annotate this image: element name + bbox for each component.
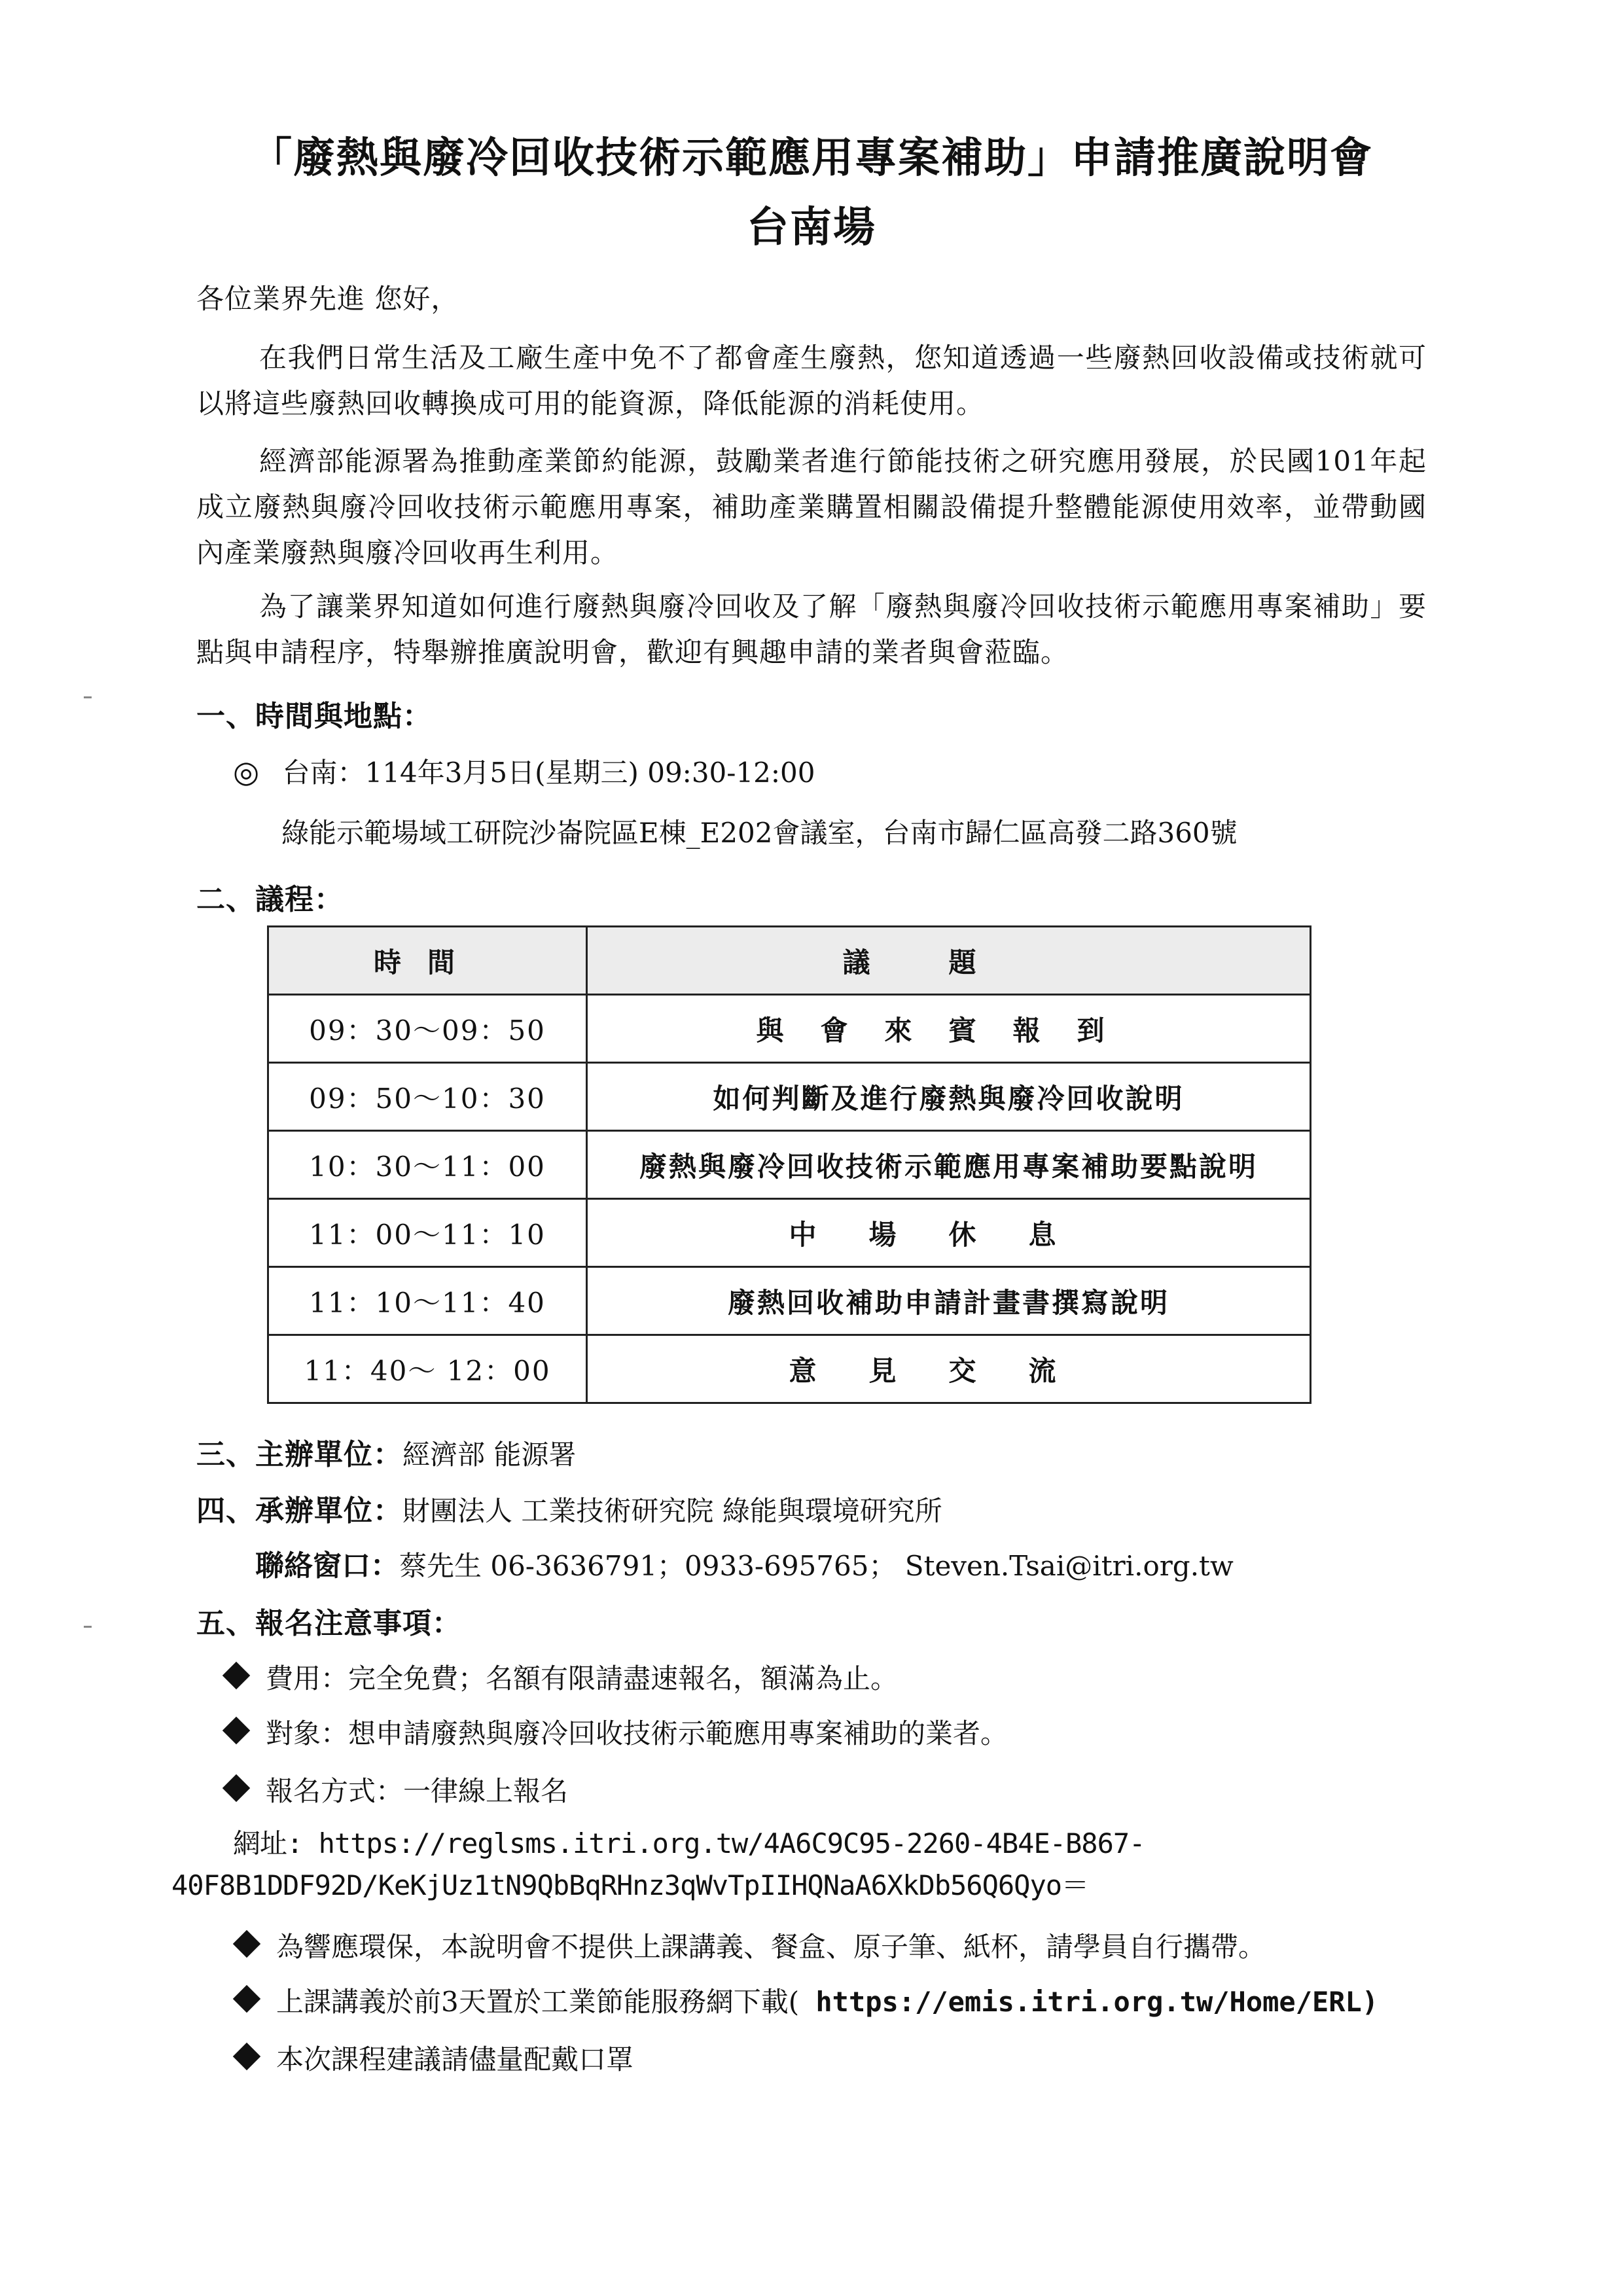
diamond-bullet-icon (223, 1774, 250, 1802)
table-row (268, 1131, 1311, 1199)
event-datetime-text: 台南：114年3月5日(星期三) 09:30-12:00 (282, 757, 815, 789)
agenda-header-time: 時間 (268, 927, 587, 995)
list-item-text: 對象：想申請廢熱與廢冷回收技術示範應用專案補助的業者。 (266, 1717, 1008, 1749)
agenda-topic: 廢熱與廢冷回收技術示範應用專案補助要點說明 (587, 1131, 1311, 1199)
organizer (196, 1431, 576, 1473)
executing-unit-label: 四、承辦單位： (196, 1494, 402, 1528)
list-item-text: 費用：完全免費；名額有限請盡速報名，額滿為止。 (266, 1662, 899, 1695)
table-row (268, 1267, 1311, 1335)
page-title: 「廢熱與廢冷回收技術示範應用專案補助」申請推廣說明會 (250, 134, 1373, 183)
agenda-time: 09：30～09：50 (268, 995, 587, 1063)
agenda-topic: 與會來賓報到 (587, 995, 1311, 1063)
scan-mark (84, 696, 92, 698)
diamond-bullet-icon (223, 1717, 250, 1744)
organizer-value: 經濟部 能源署 (402, 1439, 577, 1471)
agenda-topic: 如何判斷及進行廢熱與廢冷回收說明 (587, 1063, 1311, 1131)
agenda-time: 11：10～11：40 (268, 1267, 587, 1335)
agenda-topic: 中場休息 (587, 1199, 1311, 1267)
diamond-bullet-icon (233, 1985, 260, 2013)
list-item-text: 本次課程建議請儘量配戴口罩 (276, 2043, 634, 2075)
diamond-bullet-icon (223, 1662, 250, 1689)
contact-value: 蔡先生 06-3636791；0933-695765； Steven.Tsai@itri.org.tw (399, 1550, 1234, 1582)
event-venue: 綠能示範場域工研院沙崙院區E棟_E202會議室，台南市歸仁區高發二路360號 (281, 817, 1238, 849)
download-note-text: 上課講義於前3天置於工業節能服務網下載( (276, 1986, 800, 2018)
event-datetime (233, 751, 815, 791)
agenda-header-topic: 議題 (587, 927, 1311, 995)
agenda-topic: 意見交流 (587, 1335, 1311, 1403)
greeting: 各位業界先進 您好， (196, 283, 459, 315)
scan-mark (84, 1626, 92, 1628)
agenda-time: 10：30～11：00 (268, 1131, 587, 1199)
agenda-time: 09：50～10：30 (268, 1063, 587, 1131)
agenda-topic: 廢熱回收補助申請計畫書撰寫說明 (587, 1267, 1311, 1335)
diamond-bullet-icon (233, 1930, 260, 1958)
organizer-label: 三、主辦單位： (196, 1438, 402, 1471)
list-item (233, 1926, 1266, 1965)
diamond-bullet-icon (233, 2043, 260, 2070)
section-registration-heading: 五、報名注意事項： (196, 1607, 461, 1640)
table-row (268, 1199, 1311, 1267)
intro-paragraph-1: 在我們日常生活及工廠生產中免不了都會產生廢熱，您知道透過一些廢熱回收設備或技術就可以將這些廢熱回收轉換成可用的能資源，降低能源的消耗使用。 (196, 342, 1427, 420)
table-row (268, 1335, 1311, 1403)
list-item (233, 1981, 1378, 2020)
registration-url-line-2[interactable]: 40F8B1DDF92D/KeKjUz1tN9QbBqRHnz3qWvTpIIHQNaA6XkDb56Q6Qyo＝ (171, 1869, 1089, 1901)
agenda-time: 11：00～11：10 (268, 1199, 587, 1267)
section-time-place-heading: 一、時間與地點： (196, 700, 432, 733)
list-item-text: 報名方式：一律線上報名 (266, 1775, 569, 1807)
agenda-table (267, 925, 1311, 1404)
agenda-time: 11：40～ 12：00 (268, 1335, 587, 1403)
list-item-text: 為響應環保，本說明會不提供上課講義、餐盒、原子筆、紙杯，請學員自行攜帶。 (276, 1931, 1266, 1963)
circle-bullet-icon: ◎ (233, 754, 260, 789)
list-item (223, 1657, 898, 1696)
list-item (223, 1770, 568, 1809)
list-item (223, 1712, 1008, 1751)
table-row (268, 995, 1311, 1063)
section-agenda-heading: 二、議程： (196, 883, 344, 916)
list-item (233, 2038, 633, 2077)
executing-unit (196, 1487, 942, 1529)
registration-url-line-1[interactable]: 網址: https://reglsms.itri.org.tw/4A6C9C95-2260-4B4E-B867- (233, 1827, 1145, 1859)
intro-paragraph-3: 為了讓業界知道如何進行廢熱與廢冷回收及了解「廢熱與廢冷回收技術示範應用專案補助」要點與申請程序，特舉辦推廣說明會，歡迎有興趣申請的業者與會蒞臨。 (196, 590, 1427, 668)
agenda-header-row (268, 927, 1311, 995)
page-subtitle: 台南場 (747, 203, 876, 252)
download-url-link[interactable]: https://emis.itri.org.tw/Home/ERL) (799, 1986, 1379, 2018)
contact-window (255, 1542, 1234, 1584)
table-row (268, 1063, 1311, 1131)
contact-label: 聯絡窗口： (255, 1549, 399, 1583)
intro-paragraph-2: 經濟部能源署為推動產業節約能源，鼓勵業者進行節能技術之研究應用發展，於民國101年起成立廢熱與廢冷回收技術示範應用專案，補助產業購置相關設備提升整體能源使用效率，並帶動國內產業廢熱與廢冷回收再生利用。 (196, 445, 1427, 569)
executing-unit-value: 財團法人 工業技術研究院 綠能與環境研究所 (402, 1495, 942, 1527)
